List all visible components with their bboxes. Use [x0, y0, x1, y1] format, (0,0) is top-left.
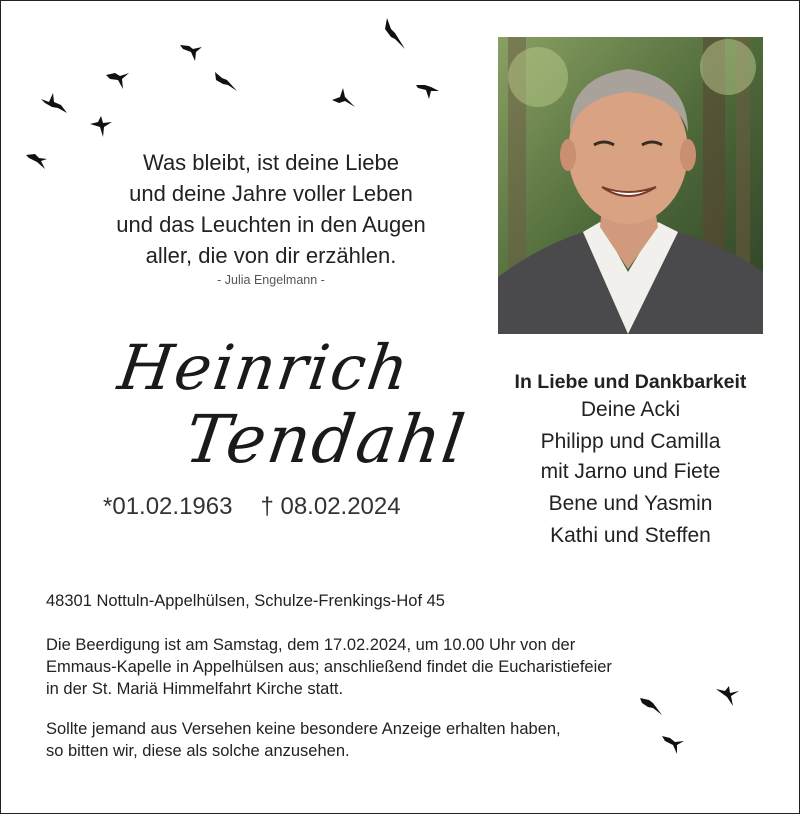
quote-line: aller, die von dir erzählen. — [145, 243, 397, 268]
death-date: † 08.02.2024 — [260, 493, 401, 520]
note-line: so bitten wir, diese als solche anzusehen. — [46, 742, 350, 760]
quote-line: Was bleibt, ist deine Liebe — [143, 150, 399, 175]
bird-icon — [415, 81, 441, 103]
quote-line: und deine Jahre voller Leben — [129, 181, 413, 206]
address: 48301 Nottuln-Appelhülsen, Schulze-Frenkings-Hof 45 — [46, 592, 445, 610]
quote — [61, 147, 481, 271]
family-member: Kathi und Steffen — [550, 524, 711, 547]
quote-author: - Julia Engelmann - — [217, 273, 325, 287]
bird-icon — [661, 733, 687, 755]
funeral-line: Die Beerdigung ist am Samstag, dem 17.02.2024, um 10.00 Uhr von der — [46, 636, 576, 654]
bird-icon — [639, 695, 665, 717]
bird-icon — [715, 685, 741, 707]
funeral-details — [46, 634, 686, 700]
bird-icon — [213, 71, 239, 93]
family-heading: In Liebe und Dankbarkeit — [514, 371, 747, 393]
last-name: Tendahl — [180, 401, 472, 478]
quote-line: und das Leuchten in den Augen — [116, 212, 426, 237]
bird-icon — [105, 69, 131, 91]
bird-icon — [89, 115, 115, 137]
notice-note — [46, 718, 686, 762]
bird-icon — [39, 89, 69, 117]
family-member: Bene und Yasmin — [548, 492, 713, 515]
bird-icon — [331, 87, 357, 109]
note-line: Sollte jemand aus Versehen keine besondere Anzeige erhalten haben, — [46, 720, 561, 738]
first-name: Heinrich — [113, 331, 415, 404]
family-member: mit Jarno und Fiete — [540, 460, 721, 483]
family-block — [483, 369, 778, 551]
life-dates — [103, 493, 401, 521]
bird-icon — [179, 41, 205, 63]
bird-icon — [383, 17, 407, 51]
funeral-line: in der St. Mariä Himmelfahrt Kirche statt. — [46, 680, 344, 698]
family-member: Philipp und Camilla — [540, 430, 721, 453]
birth-date: *01.02.1963 — [103, 493, 233, 520]
family-member: Deine Acki — [580, 398, 681, 421]
bird-icon — [25, 149, 51, 171]
funeral-line: Emmaus-Kapelle in Appelhülsen aus; anschließend findet die Eucharistiefeier — [46, 658, 612, 676]
portrait-photo — [498, 37, 763, 334]
